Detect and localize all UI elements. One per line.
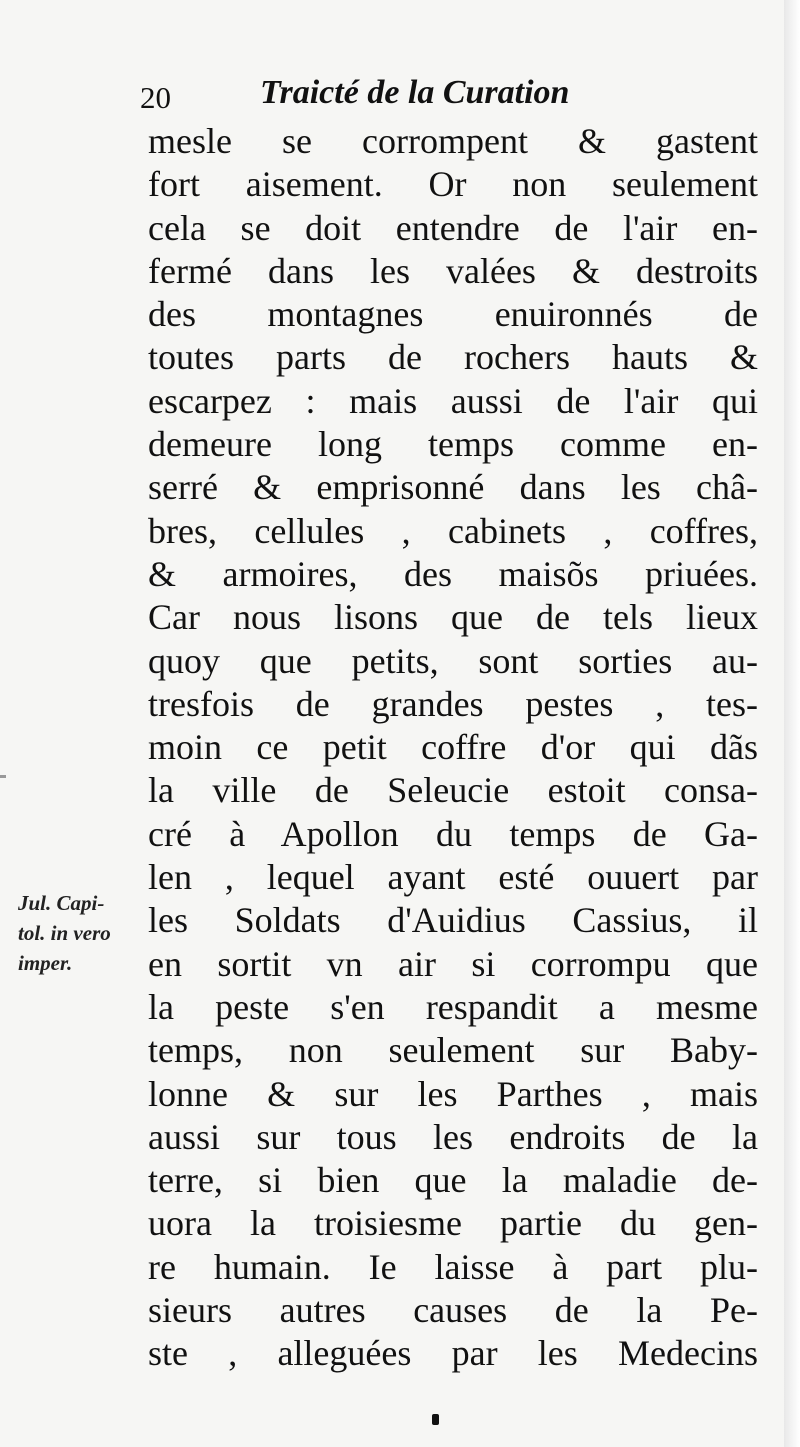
margin-note-line: tol. in vero [18,921,111,945]
text-line: ste , alleguées par les Medecins [148,1333,758,1374]
text-line: re humain. Ie laisse à part plu- [148,1246,758,1287]
text-line: uora la troisiesme partie du gen- [148,1203,758,1244]
ink-mark [432,1414,439,1425]
text-line: & armoires, des maisõs priuées. [148,553,758,594]
page-spine-edge [784,0,800,1447]
text-line: cré à Apollon du temps de Ga- [148,813,758,854]
page-header [140,70,760,120]
text-line: fermé dans les valées & destroits [148,250,758,291]
text-line: cela se doit entendre de l'air en- [148,207,758,248]
page-number: 20 [140,80,171,115]
body-text [148,120,758,1376]
text-line: lonne & sur les Parthes , mais [148,1073,758,1114]
running-title: Traicté de la Curation [260,74,570,111]
text-line: demeure long temps comme en- [148,424,758,465]
margin-note [18,888,153,978]
text-line: la peste s'en respandit a mesme [148,986,758,1027]
text-line: quoy que petits, sont sorties au- [148,640,758,681]
text-line: toutes parts de rochers hauts & [148,337,758,378]
text-line: fort aisement. Or non seulement [148,164,758,205]
text-line: bres, cellules , cabinets , coffres, [148,510,758,551]
margin-note-line: imper. [18,951,73,975]
text-line: la ville de Seleucie estoit consa- [148,770,758,811]
text-line: escarpez : mais aussi de l'air qui [148,380,758,421]
text-line: len , lequel ayant esté ouuert par [148,857,758,898]
text-line: moin ce petit coffre d'or qui dãs [148,727,758,768]
text-line: temps, non seulement sur Baby- [148,1030,758,1071]
edge-mark [0,775,6,778]
text-line: en sortit vn air si corrompu que [148,943,758,984]
text-line: sieurs autres causes de la Pe- [148,1290,758,1331]
text-line: terre, si bien que la maladie de- [148,1160,758,1201]
text-line: des montagnes enuironnés de [148,294,758,335]
margin-note-line: Jul. Capi- [18,891,105,915]
text-line: tresfois de grandes pestes , tes- [148,683,758,724]
text-line: mesle se corrompent & gastent [148,121,758,161]
text-line: serré & emprisonné dans les châ- [148,467,758,508]
text-line: Car nous lisons que de tels lieux [148,597,758,638]
text-line: aussi sur tous les endroits de la [148,1116,758,1157]
text-line: les Soldats d'Auidius Cassius, il [148,900,758,941]
